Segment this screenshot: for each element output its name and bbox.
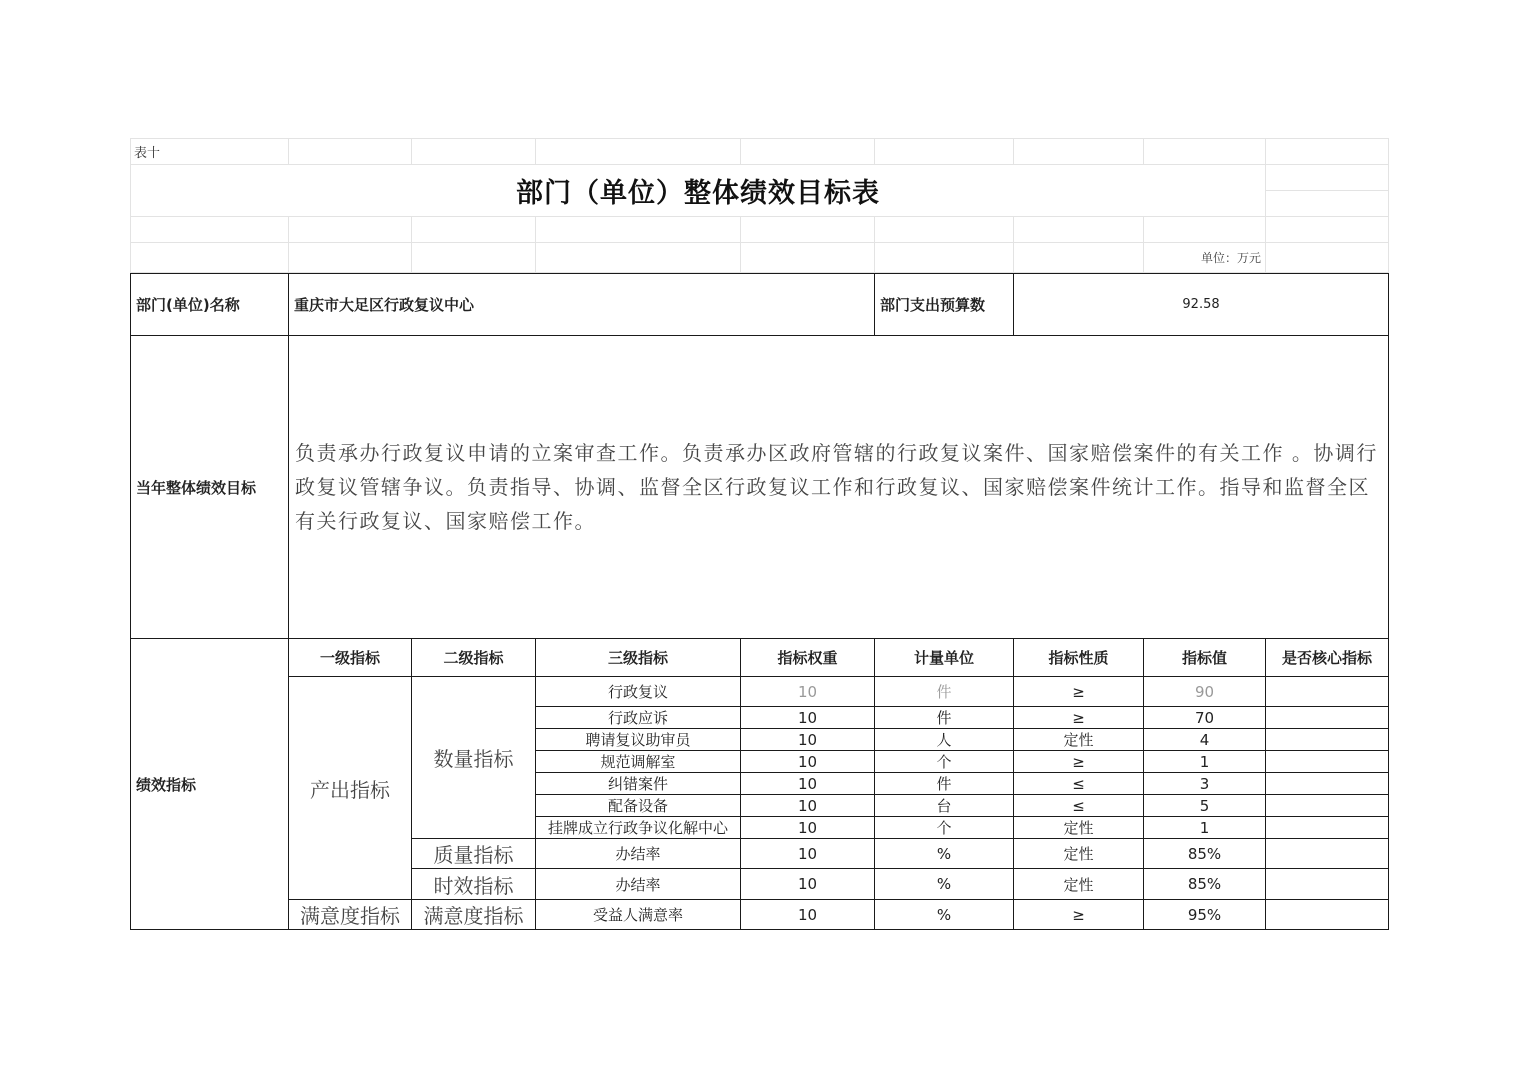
indicator-weight: 10 [741,839,875,869]
indicator-weight: 10 [741,795,875,817]
level2-satisfaction: 满意度指标 [412,900,536,930]
indicator-name: 办结率 [536,839,741,869]
indicator-nature: ≥ [1014,677,1144,707]
table-row [131,677,1389,707]
indicator-value: 3 [1144,773,1266,795]
performance-table [130,273,1389,930]
indicator-value: 1 [1144,751,1266,773]
level1-output: 产出指标 [289,677,412,900]
indicator-core [1266,795,1389,817]
indicator-name: 挂牌成立行政争议化解中心 [536,817,741,839]
indicator-value: 70 [1144,707,1266,729]
indicator-unit: 个 [875,817,1014,839]
indicator-unit: 个 [875,751,1014,773]
indicators-label: 绩效指标 [131,639,289,930]
indicator-core [1266,839,1389,869]
indicator-core [1266,729,1389,751]
header-weight: 指标权重 [741,639,875,677]
indicator-unit: % [875,900,1014,930]
indicator-core [1266,773,1389,795]
indicator-value: 4 [1144,729,1266,751]
indicator-value: 95% [1144,900,1266,930]
header-core: 是否核心指标 [1266,639,1389,677]
header-nature: 指标性质 [1014,639,1144,677]
indicator-nature: 定性 [1014,839,1144,869]
indicator-unit: 人 [875,729,1014,751]
dept-name-label: 部门(单位)名称 [131,274,289,336]
goal-label: 当年整体绩效目标 [131,336,289,639]
header-level1: 一级指标 [289,639,412,677]
level2-quality: 质量指标 [412,839,536,869]
indicator-value: 85% [1144,839,1266,869]
indicator-weight: 10 [741,751,875,773]
indicator-name: 纠错案件 [536,773,741,795]
indicator-core [1266,677,1389,707]
indicator-unit: % [875,869,1014,900]
dept-name-value: 重庆市大足区行政复议中心 [289,274,875,336]
indicator-nature: 定性 [1014,729,1144,751]
goal-text: 负责承办行政复议申请的立案审查工作。负责承办区政府管辖的行政复议案件、国家赔偿案件的有关工作 。协调行政复议管辖争议。负责指导、协调、监督全区行政复议工作和行政复议、国家赔偿案件统计工作。指导和监督全区有关行政复议、国家赔偿工作。 [289,336,1389,639]
indicator-nature: ≤ [1014,773,1144,795]
indicator-weight: 10 [741,729,875,751]
dept-info-row [131,274,1389,336]
goal-row [131,336,1389,639]
header-level2: 二级指标 [412,639,536,677]
indicator-nature: ≥ [1014,707,1144,729]
indicator-name: 办结率 [536,869,741,900]
budget-value: 92.58 [1014,274,1389,336]
indicator-name: 行政复议 [536,677,741,707]
indicator-name: 规范调解室 [536,751,741,773]
indicator-value: 85% [1144,869,1266,900]
indicator-weight: 10 [741,900,875,930]
unit-label: 单位：万元 [1144,243,1266,273]
indicator-unit: 台 [875,795,1014,817]
indicator-core [1266,817,1389,839]
header-value: 指标值 [1144,639,1266,677]
indicator-nature: ≥ [1014,900,1144,930]
indicator-core [1266,751,1389,773]
indicator-weight: 10 [741,817,875,839]
budget-label: 部门支出预算数 [875,274,1014,336]
page-title: 部门（单位）整体绩效目标表 [131,165,1266,217]
indicator-name: 受益人满意率 [536,900,741,930]
level1-satisfaction: 满意度指标 [289,900,412,930]
indicator-core [1266,707,1389,729]
indicator-unit: 件 [875,677,1014,707]
indicator-value: 90 [1144,677,1266,707]
indicator-nature: ≥ [1014,751,1144,773]
indicator-name: 配备设备 [536,795,741,817]
table-number: 表十 [131,139,289,165]
indicator-value: 1 [1144,817,1266,839]
indicator-weight: 10 [741,677,875,707]
sheet-heading-grid [130,138,1389,273]
level2-quantity: 数量指标 [412,677,536,839]
table-row [131,900,1389,930]
indicator-unit: % [875,839,1014,869]
indicator-nature: 定性 [1014,817,1144,839]
indicator-weight: 10 [741,773,875,795]
header-unit: 计量单位 [875,639,1014,677]
performance-target-sheet [130,138,1388,930]
level2-timeliness: 时效指标 [412,869,536,900]
indicator-header-row [131,639,1389,677]
indicator-unit: 件 [875,707,1014,729]
indicator-weight: 10 [741,869,875,900]
indicator-value: 5 [1144,795,1266,817]
indicator-name: 聘请复议助审员 [536,729,741,751]
indicator-unit: 件 [875,773,1014,795]
indicator-core [1266,900,1389,930]
indicator-name: 行政应诉 [536,707,741,729]
indicator-core [1266,869,1389,900]
indicator-nature: ≤ [1014,795,1144,817]
header-level3: 三级指标 [536,639,741,677]
indicator-nature: 定性 [1014,869,1144,900]
indicator-weight: 10 [741,707,875,729]
